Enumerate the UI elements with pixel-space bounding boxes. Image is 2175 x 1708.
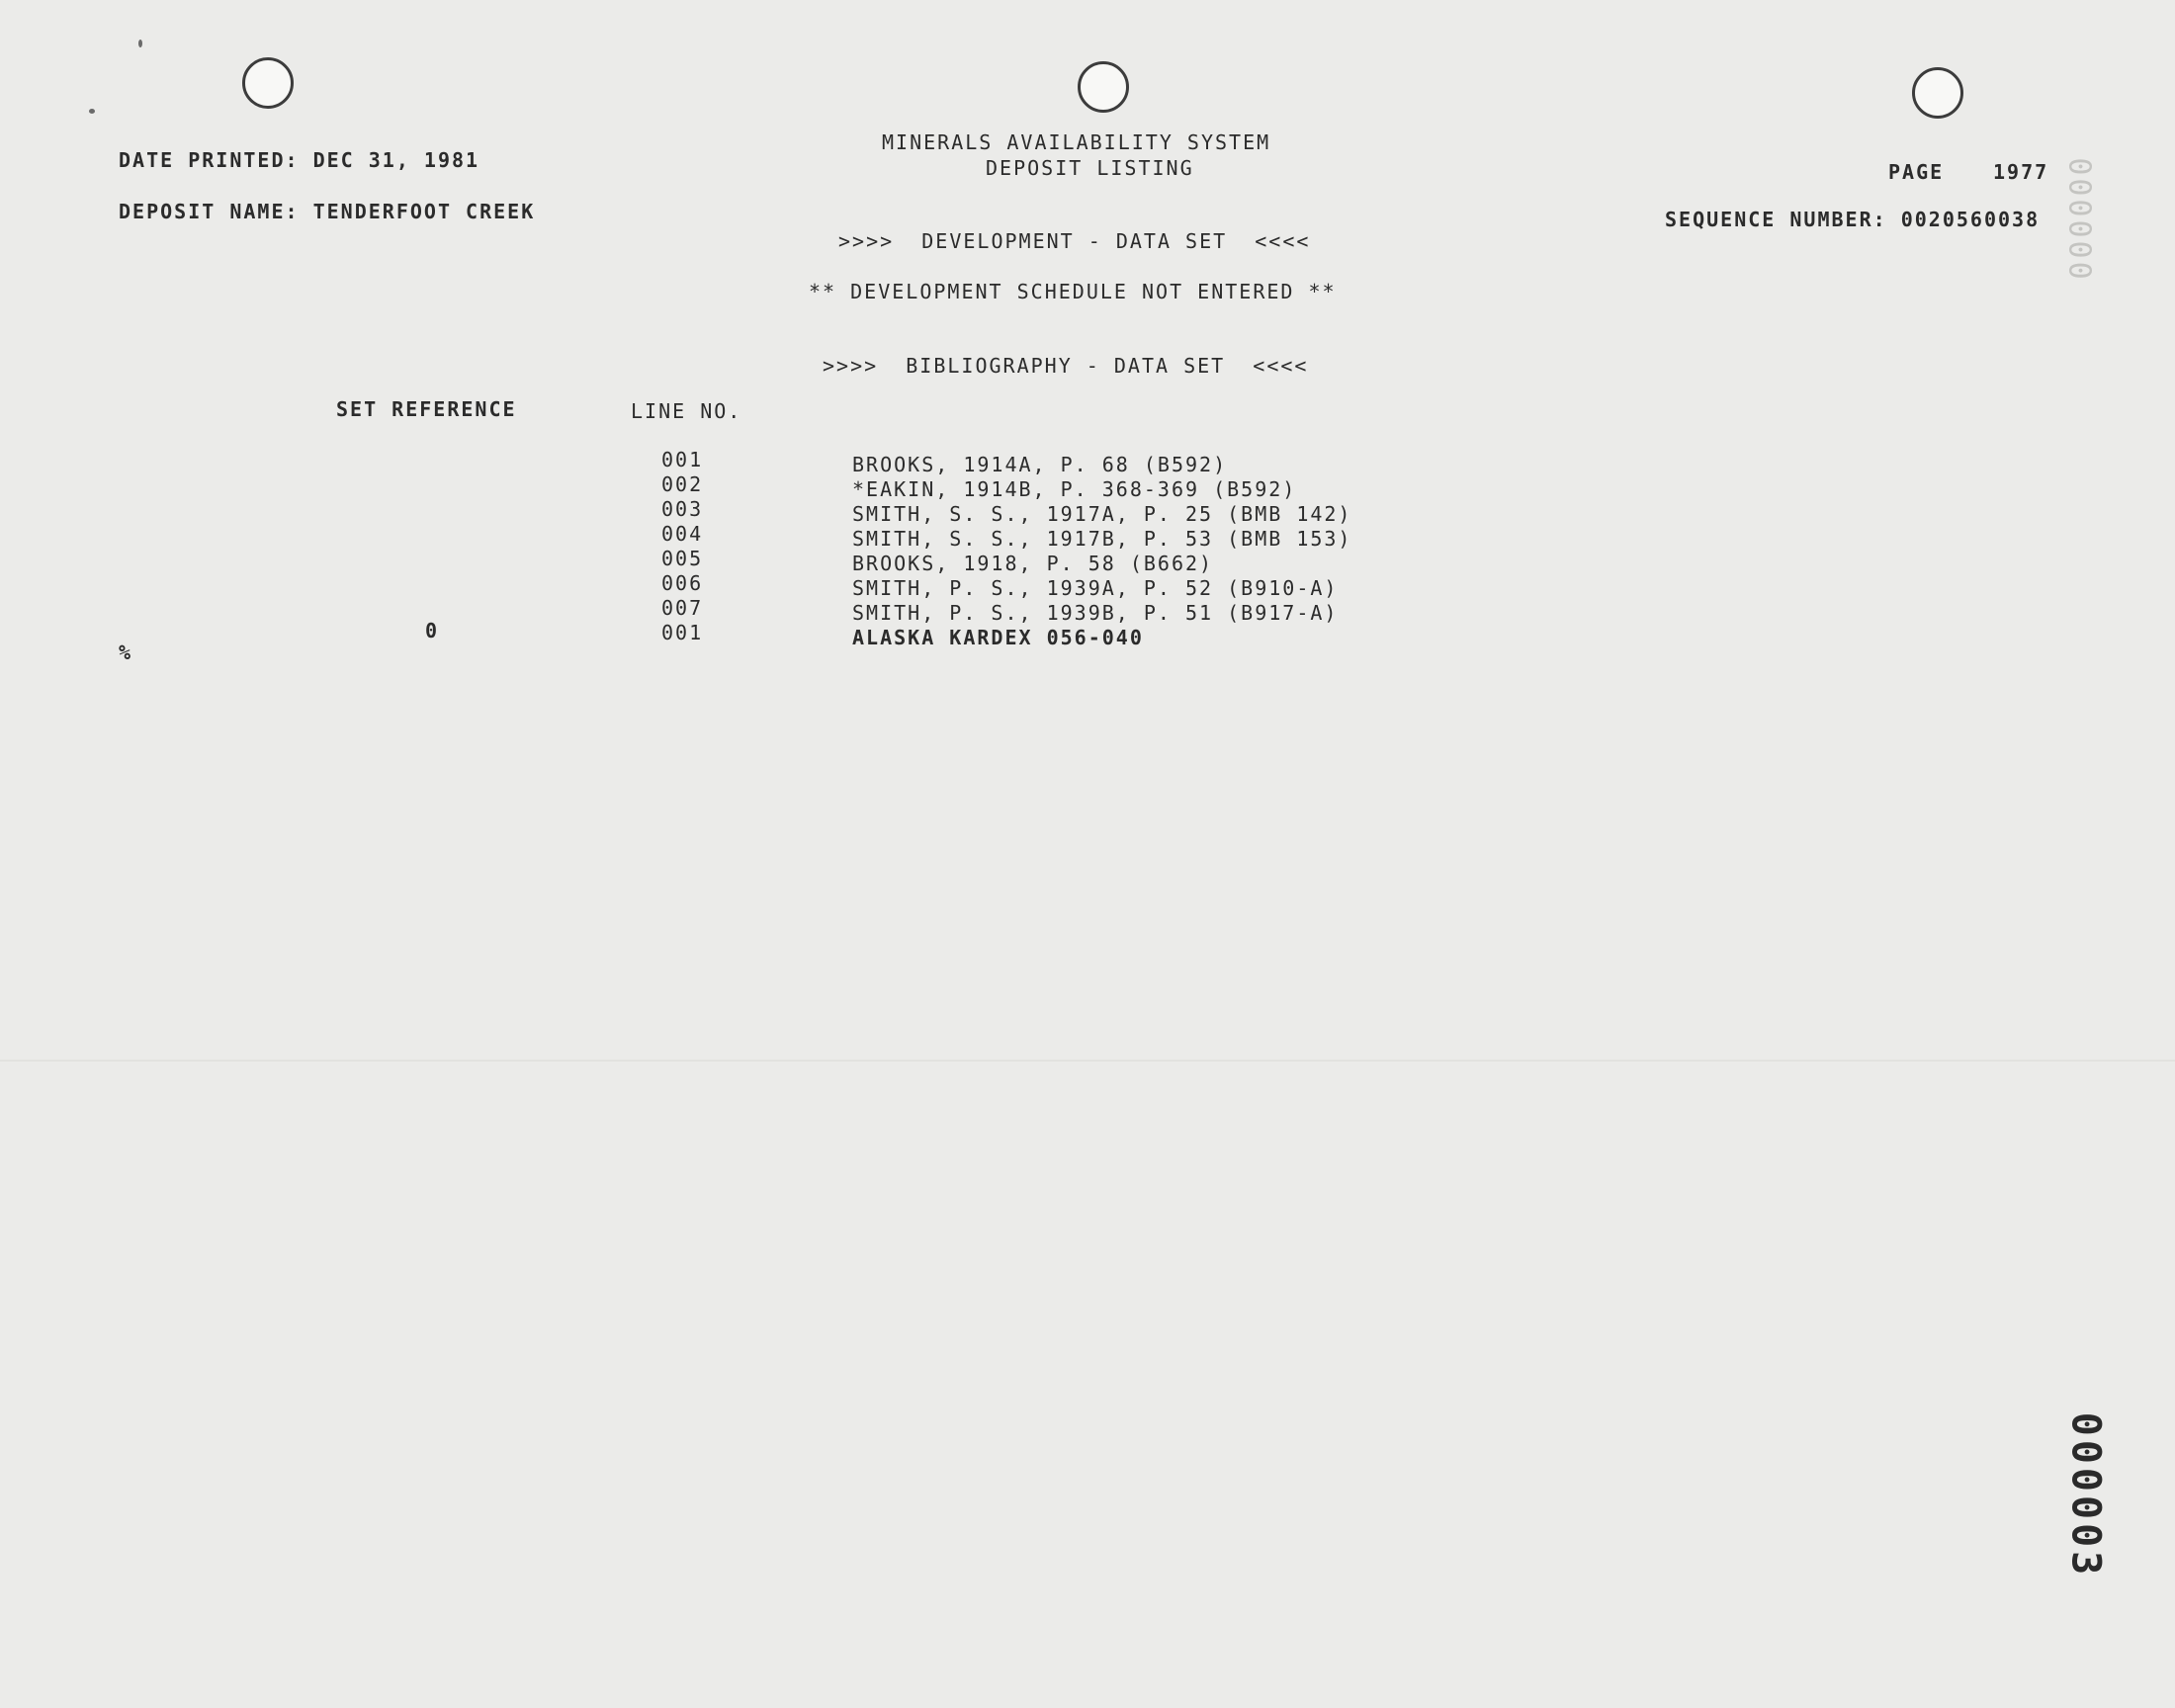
listing-title: DEPOSIT LISTING: [986, 156, 1194, 180]
citation-cell: *EAKIN, 1914B, P. 368-369 (B592): [852, 477, 1297, 501]
set-reference-cell: 0: [425, 619, 440, 642]
paper-fold-line: [0, 1060, 2175, 1062]
faint-frame-stamp: 000000: [2061, 157, 2097, 283]
punch-hole-left: [242, 57, 294, 109]
development-heading: >>>> DEVELOPMENT - DATA SET <<<<: [838, 229, 1311, 253]
line-number-cell: 005: [661, 547, 704, 570]
line-number-cell: 001: [661, 448, 704, 471]
line-number-cell: 002: [661, 472, 704, 496]
citation-cell: SMITH, P. S., 1939A, P. 52 (B910-A): [852, 576, 1339, 600]
line-number-cell: 004: [661, 522, 704, 546]
system-title: MINERALS AVAILABILITY SYSTEM: [882, 130, 1271, 154]
end-of-listing-marker: %: [119, 640, 133, 664]
citation-cell: BROOKS, 1914A, P. 68 (B592): [852, 453, 1228, 476]
citation-cell: SMITH, S. S., 1917A, P. 25 (BMB 142): [852, 502, 1352, 526]
line-number-cell: 003: [661, 497, 704, 521]
frame-number-stamp: 000003: [2062, 1411, 2109, 1580]
paper-speck: [89, 109, 95, 114]
punch-hole-right: [1912, 67, 1963, 119]
citation-cell: SMITH, S. S., 1917B, P. 53 (BMB 153): [852, 527, 1352, 551]
development-note: ** DEVELOPMENT SCHEDULE NOT ENTERED **: [809, 280, 1337, 303]
bibliography-heading: >>>> BIBLIOGRAPHY - DATA SET <<<<: [823, 354, 1309, 378]
set-reference-header: SET REFERENCE: [336, 397, 517, 421]
line-no-header: LINE NO.: [631, 399, 742, 423]
punch-hole-center: [1078, 61, 1129, 113]
line-number-cell: 006: [661, 571, 704, 595]
citation-cell: BROOKS, 1918, P. 58 (B662): [852, 552, 1214, 575]
paper-speck: [138, 40, 142, 47]
line-number-cell: 007: [661, 596, 704, 620]
citation-cell: SMITH, P. S., 1939B, P. 51 (B917-A): [852, 601, 1339, 625]
date-printed: DATE PRINTED: DEC 31, 1981: [119, 148, 480, 172]
sequence-number: SEQUENCE NUMBER: 0020560038: [1665, 208, 2041, 231]
page-label: PAGE: [1888, 160, 1945, 184]
line-number-cell: 001: [661, 621, 704, 644]
deposit-name: DEPOSIT NAME: TENDERFOOT CREEK: [119, 200, 536, 223]
citation-cell: ALASKA KARDEX 056-040: [852, 626, 1144, 649]
page-number: 1977: [1993, 160, 2049, 184]
